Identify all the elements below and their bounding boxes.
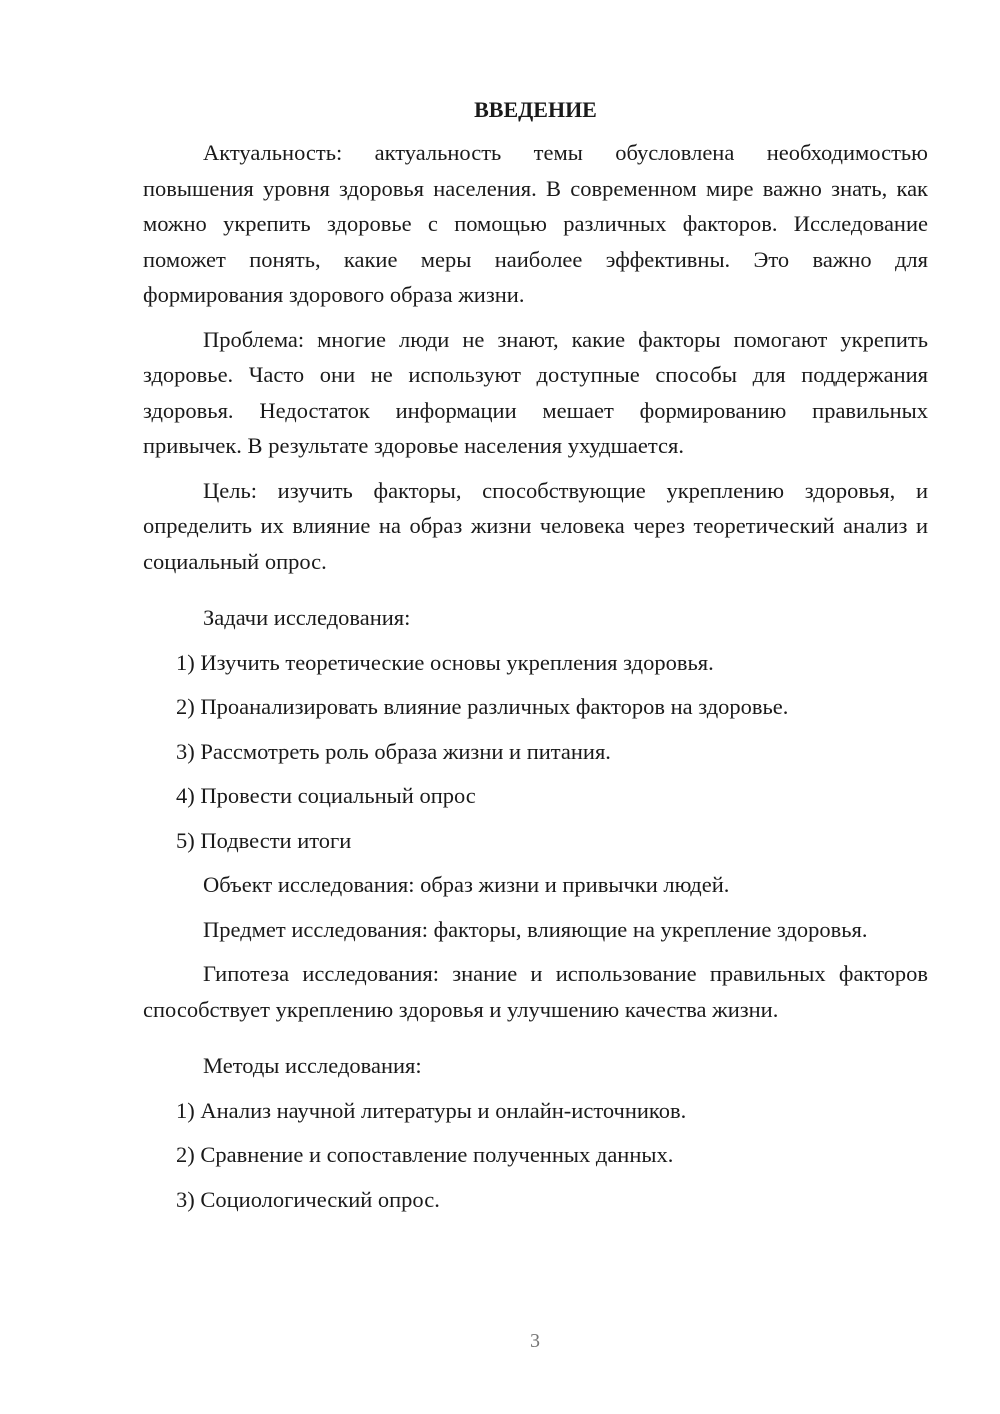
task-item: 3) Рассмотреть роль образа жизни и питания.: [176, 738, 611, 764]
goal-paragraph: Цель: изучить факторы, способствующие укреплению здоровья, и определить их влияние на образ жизни человека через теоретический анализ и социальный опрос.: [143, 477, 928, 574]
object-paragraph: Объект исследования: образ жизни и привычки людей.: [203, 872, 730, 897]
method-item: 1) Анализ научной литературы и онлайн-источников.: [176, 1097, 687, 1123]
methods-heading: Методы исследования:: [203, 1053, 422, 1078]
method-item: 3) Социологический опрос.: [176, 1186, 440, 1212]
page-number: 3: [530, 1330, 540, 1352]
task-item: 5) Подвести итоги: [176, 827, 352, 853]
page-title: ВВЕДЕНИЕ: [474, 97, 597, 122]
subject-paragraph: Предмет исследования: факторы, влияющие на укрепление здоровья.: [203, 916, 868, 942]
method-item: 2) Сравнение и сопоставление полученных данных.: [176, 1142, 674, 1167]
problem-paragraph: Проблема: многие люди не знают, какие факторы помогают укрепить здоровье. Часто они не используют доступные способы для поддержания здоровья. Недостаток информации мешает формированию правильных привычек. В результате здоровье населения ухудшается.: [143, 326, 928, 458]
task-item: 2) Проанализировать влияние различных факторов на здоровье.: [176, 694, 789, 719]
task-item: 1) Изучить теоретические основы укрепления здоровья.: [176, 649, 714, 675]
tasks-heading: Задачи исследования:: [203, 605, 411, 630]
task-item: 4) Провести социальный опрос: [176, 783, 476, 808]
page-content: [143, 92, 928, 1226]
relevance-paragraph: Актуальность: актуальность темы обусловлена необходимостью повышения уровня здоровья населения. В современном мире важно знать, как можно укрепить здоровье с помощью различных факторов. Исследование поможет понять, какие меры наиболее эффективны. Это важно для формирования здорового образа жизни.: [143, 140, 928, 307]
hypothesis-paragraph: Гипотеза исследования: знание и использование правильных факторов способствует укреплению здоровья и улучшению качества жизни.: [143, 961, 928, 1022]
